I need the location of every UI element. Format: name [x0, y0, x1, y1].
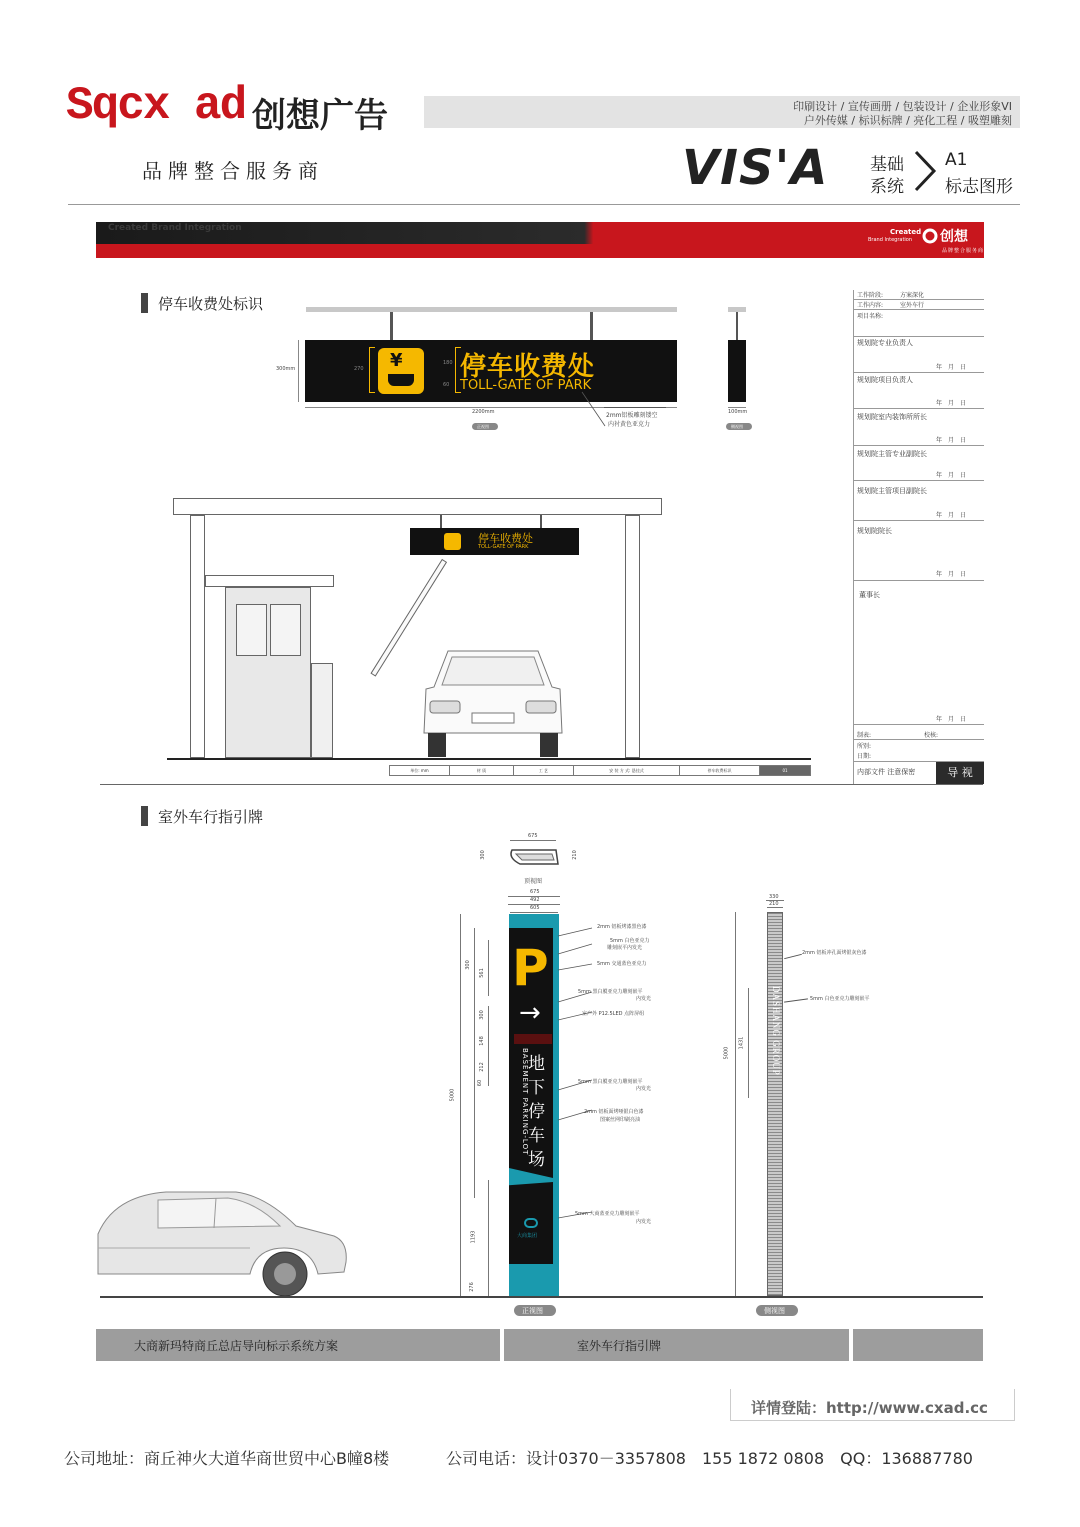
- dim-text1-label: 180: [443, 360, 453, 366]
- approver-3: 规划院室内装饰所所长: [857, 413, 927, 421]
- sign-cn-2: 下: [528, 1078, 545, 1098]
- dim-left-3: 300: [478, 1010, 485, 1020]
- pylon-front: [509, 914, 559, 1296]
- pylon-side: [767, 912, 783, 1296]
- sign-cn-4: 车: [528, 1126, 545, 1146]
- toll-sign-front: [305, 340, 677, 402]
- row2-label: 工作内容:: [857, 302, 884, 309]
- brand-c-icon: [922, 228, 938, 244]
- note-front-8: 5mm 黑白膜亚克力雕刻嵌平: [578, 1079, 643, 1085]
- booth-window-left: [236, 604, 267, 656]
- vis-logo: VIS'A: [682, 140, 829, 196]
- section2-marker: [141, 806, 148, 826]
- tagline: 品牌整合服务商: [142, 159, 324, 183]
- note-front-1: 2mm 铝板烤漆黑色漆: [597, 924, 647, 930]
- ground-line-2: [100, 1296, 983, 1298]
- vis-basic-1: 基础: [870, 155, 904, 175]
- ceiling-bar: [306, 307, 677, 312]
- dim-top-h1: 300: [479, 850, 486, 860]
- toll-sign-en: TOLL-GATE OF PARK: [460, 378, 592, 393]
- side-label-2: 侧视图: [764, 1307, 785, 1315]
- services-line-2: 户外传媒 / 标识标牌 / 亮化工程 / 吸塑雕刻: [803, 114, 1012, 127]
- services-line-1: 印刷设计 / 宣传画册 / 包装设计 / 企业形象VI: [793, 100, 1012, 113]
- strip-unit: 单位: mm: [390, 766, 450, 775]
- front-label-2: 正视图: [522, 1307, 543, 1315]
- note-front-3: 雕刻嵌平内发光: [607, 945, 643, 951]
- strip-num: 01: [760, 766, 810, 775]
- front-label: 正视图: [477, 424, 489, 429]
- dim-height-label: 300mm: [276, 366, 296, 372]
- date-5: 年 月 日: [936, 512, 967, 519]
- yen-icon: ¥: [390, 350, 403, 371]
- vis-code: A1: [945, 150, 968, 170]
- canopy-pillar-right: [625, 515, 640, 758]
- footer-bar-end: [853, 1329, 983, 1361]
- ground-line: [167, 758, 811, 760]
- dim-left-5: 212: [478, 1062, 485, 1072]
- banner-logo-cn-sub: 品牌整合服务商: [942, 248, 984, 254]
- dim-side-top-2: 210: [769, 901, 779, 907]
- approver-7: 董事长: [859, 591, 880, 599]
- section1-marker: [141, 293, 148, 313]
- banner-logo-sub: Brand Integration: [868, 237, 913, 243]
- barrier-post: [311, 663, 333, 758]
- note-front-10: 2mm 铝板面烤哑银白色漆: [584, 1109, 644, 1115]
- p-letter: P: [512, 939, 549, 997]
- note-side-2: 5mm 白色亚克力雕刻嵌平: [810, 996, 870, 1002]
- dim-depth-label: 100mm: [728, 409, 748, 415]
- note-front-2: 5mm 白色亚克力: [610, 938, 650, 944]
- toll-sign-cn: 停车收费处: [460, 352, 596, 382]
- guide-badge-text: 导 视: [947, 766, 973, 779]
- date-1: 年 月 日: [936, 364, 967, 371]
- toll-scene-cn: 停车收费处: [478, 532, 533, 545]
- date-4: 年 月 日: [936, 472, 967, 479]
- dim-text2-label: 60: [443, 382, 450, 388]
- dim-side-top-1: 330: [769, 894, 779, 900]
- note-front-9: 内发光: [636, 1086, 652, 1092]
- chevron-right-icon: [912, 150, 938, 192]
- dim-top-view: 675: [528, 833, 538, 839]
- note-front-7: 室户外 P12.5LED 点阵屏组: [582, 1011, 645, 1017]
- note-front-11: 图案丝网印刷亮油: [600, 1117, 641, 1123]
- approver-4: 规划院主管专业副院长: [857, 450, 927, 458]
- section1-title: 停车收费处标识: [158, 295, 264, 313]
- note-side-1: 2mm 铝板冲孔面烤银灰色漆: [802, 950, 867, 956]
- toll-icon: [378, 348, 424, 394]
- vis-title: 标志图形: [945, 177, 1013, 197]
- led-panel: [514, 1034, 552, 1044]
- canopy-roof: [173, 498, 662, 515]
- date-6: 年 月 日: [936, 571, 967, 578]
- strip-process: 工 艺: [514, 766, 574, 775]
- toll-scene-en: TOLL-GATE OF PARK: [478, 544, 529, 550]
- dim-left-8: 276: [468, 1282, 475, 1292]
- date-2: 年 月 日: [936, 400, 967, 407]
- car-side: [96, 1186, 352, 1298]
- row1-value: 方案深化: [900, 292, 925, 299]
- category-label: 所别:: [857, 743, 872, 750]
- toll-sign-scene: [410, 528, 579, 555]
- booth-body: [225, 587, 311, 758]
- side-text-vertical: DASHANG GROUP: [771, 986, 781, 1076]
- strip-material: 材 质: [450, 766, 514, 775]
- approver-6: 规划院院长: [857, 527, 892, 535]
- canopy-pillar-left: [190, 515, 205, 758]
- brand-cn: 大商集团: [517, 1233, 538, 1239]
- section2-title: 室外车行指引牌: [158, 808, 264, 826]
- hanger-left: [390, 312, 393, 340]
- note-front-6: 内发光: [636, 996, 652, 1002]
- bracket-left: [369, 347, 375, 393]
- checker-label: 校核:: [924, 732, 939, 739]
- hanger-right: [590, 312, 593, 340]
- vis-basic-2: 系统: [870, 177, 904, 197]
- header-divider: [68, 204, 1020, 205]
- banner-logo-cn: 创想: [940, 229, 968, 245]
- dim-left-4: 148: [478, 1036, 485, 1046]
- dim-top-2: 492: [530, 897, 540, 903]
- booth-window-right: [270, 604, 301, 656]
- website-link[interactable]: 详情登陆：http://www.cxad.cc: [751, 1399, 988, 1417]
- dim-left-2: 561: [478, 968, 485, 978]
- section1-bottom-line: [100, 784, 983, 785]
- dim-inner-label: 270: [354, 366, 364, 372]
- date-7: 年 月 日: [936, 716, 967, 723]
- brand-logo-icon: [524, 1218, 538, 1228]
- row1-label: 工作阶段:: [857, 292, 884, 299]
- note-front-13: 内发光: [636, 1219, 652, 1225]
- date-3: 年 月 日: [936, 437, 967, 444]
- top-view-label: 顶视图: [524, 878, 543, 885]
- banner-left-text: Created Brand Integration: [108, 223, 242, 233]
- top-view-shape: [506, 846, 562, 868]
- arrow-right-icon: →: [519, 998, 541, 1028]
- header: [0, 0, 1080, 205]
- side-hanger: [736, 312, 738, 340]
- note-front-5: 5mm 黑白膜亚克力雕刻嵌平: [578, 989, 643, 995]
- confidential-label: 内部文件 注意保密: [857, 768, 916, 776]
- booth-roof: [205, 575, 334, 587]
- toll-scene-icon: [444, 533, 461, 550]
- note1: 2mm铝板雕刻镂空: [606, 412, 658, 419]
- front-leaders: [556, 920, 596, 1220]
- sign-cn-3: 停: [528, 1102, 545, 1122]
- footer-item-text: 室外车行指引牌: [577, 1339, 662, 1353]
- approver-5: 规划院主管项目副院长: [857, 487, 927, 495]
- note-front-12: 5mm 大商蓝亚克力雕刻嵌平: [575, 1211, 640, 1217]
- guide-badge: [936, 762, 984, 784]
- sign-en-vertical: BASEMENT PARKING-LOT: [521, 1048, 529, 1156]
- approver-1: 规划院专业负责人: [857, 339, 913, 347]
- strip-name: 停车收费标识: [680, 766, 760, 775]
- dim-top-h2: 210: [571, 850, 578, 860]
- approval-panel: [853, 290, 983, 784]
- row3-label: 项目名称:: [857, 313, 884, 320]
- dim-side-inner: 1431: [738, 1036, 745, 1050]
- logo-latin: Sqcx ad: [66, 80, 246, 132]
- dim-top-1: 675: [530, 889, 540, 895]
- dim-width-label: 2200mm: [472, 409, 495, 415]
- car-front: [420, 645, 566, 761]
- sign-cn-5: 场: [528, 1150, 545, 1170]
- toll-sign-side: [728, 340, 746, 402]
- dim-left-6: 60: [477, 1079, 484, 1087]
- row2-value: 室外车行: [900, 302, 925, 309]
- approver-2: 规划院项目负责人: [857, 376, 913, 384]
- side-label: 侧视图: [731, 424, 743, 429]
- footer-bar-project: [96, 1329, 500, 1361]
- footer-bar-item: [504, 1329, 849, 1361]
- dim-side-total: 5000: [723, 1046, 730, 1060]
- dim-total: 5000: [449, 1088, 456, 1102]
- contact-phone: 公司电话：设计0370－3357808 155 1872 0808 QQ：136887780: [446, 1449, 973, 1468]
- website-box: [730, 1389, 1015, 1421]
- note2: 内衬黄色亚克力: [608, 421, 651, 428]
- date-label: 日期:: [857, 753, 872, 760]
- maker-label: 制表:: [857, 732, 872, 739]
- brand-banner: [96, 222, 984, 258]
- note-front-4: 5mm 交通蓝色亚克力: [597, 961, 647, 967]
- strip-install: 安 装 方 式: 悬挂式: [574, 766, 680, 775]
- logo-cn: 创想广告: [252, 96, 388, 136]
- sign-cn-1: 地: [528, 1054, 545, 1074]
- dim-top-3: 605: [530, 905, 540, 911]
- spec-strip: [389, 765, 811, 776]
- contact-address: 公司地址：商丘神火大道华商世贸中心B幢8楼: [64, 1449, 390, 1468]
- banner-logo-small: Created: [890, 228, 922, 236]
- dim-left-7: 1193: [470, 1230, 477, 1244]
- footer-project-text: 大商新玛特商丘总店导向标示系统方案: [134, 1339, 339, 1353]
- dim-left-1: 300: [464, 960, 471, 970]
